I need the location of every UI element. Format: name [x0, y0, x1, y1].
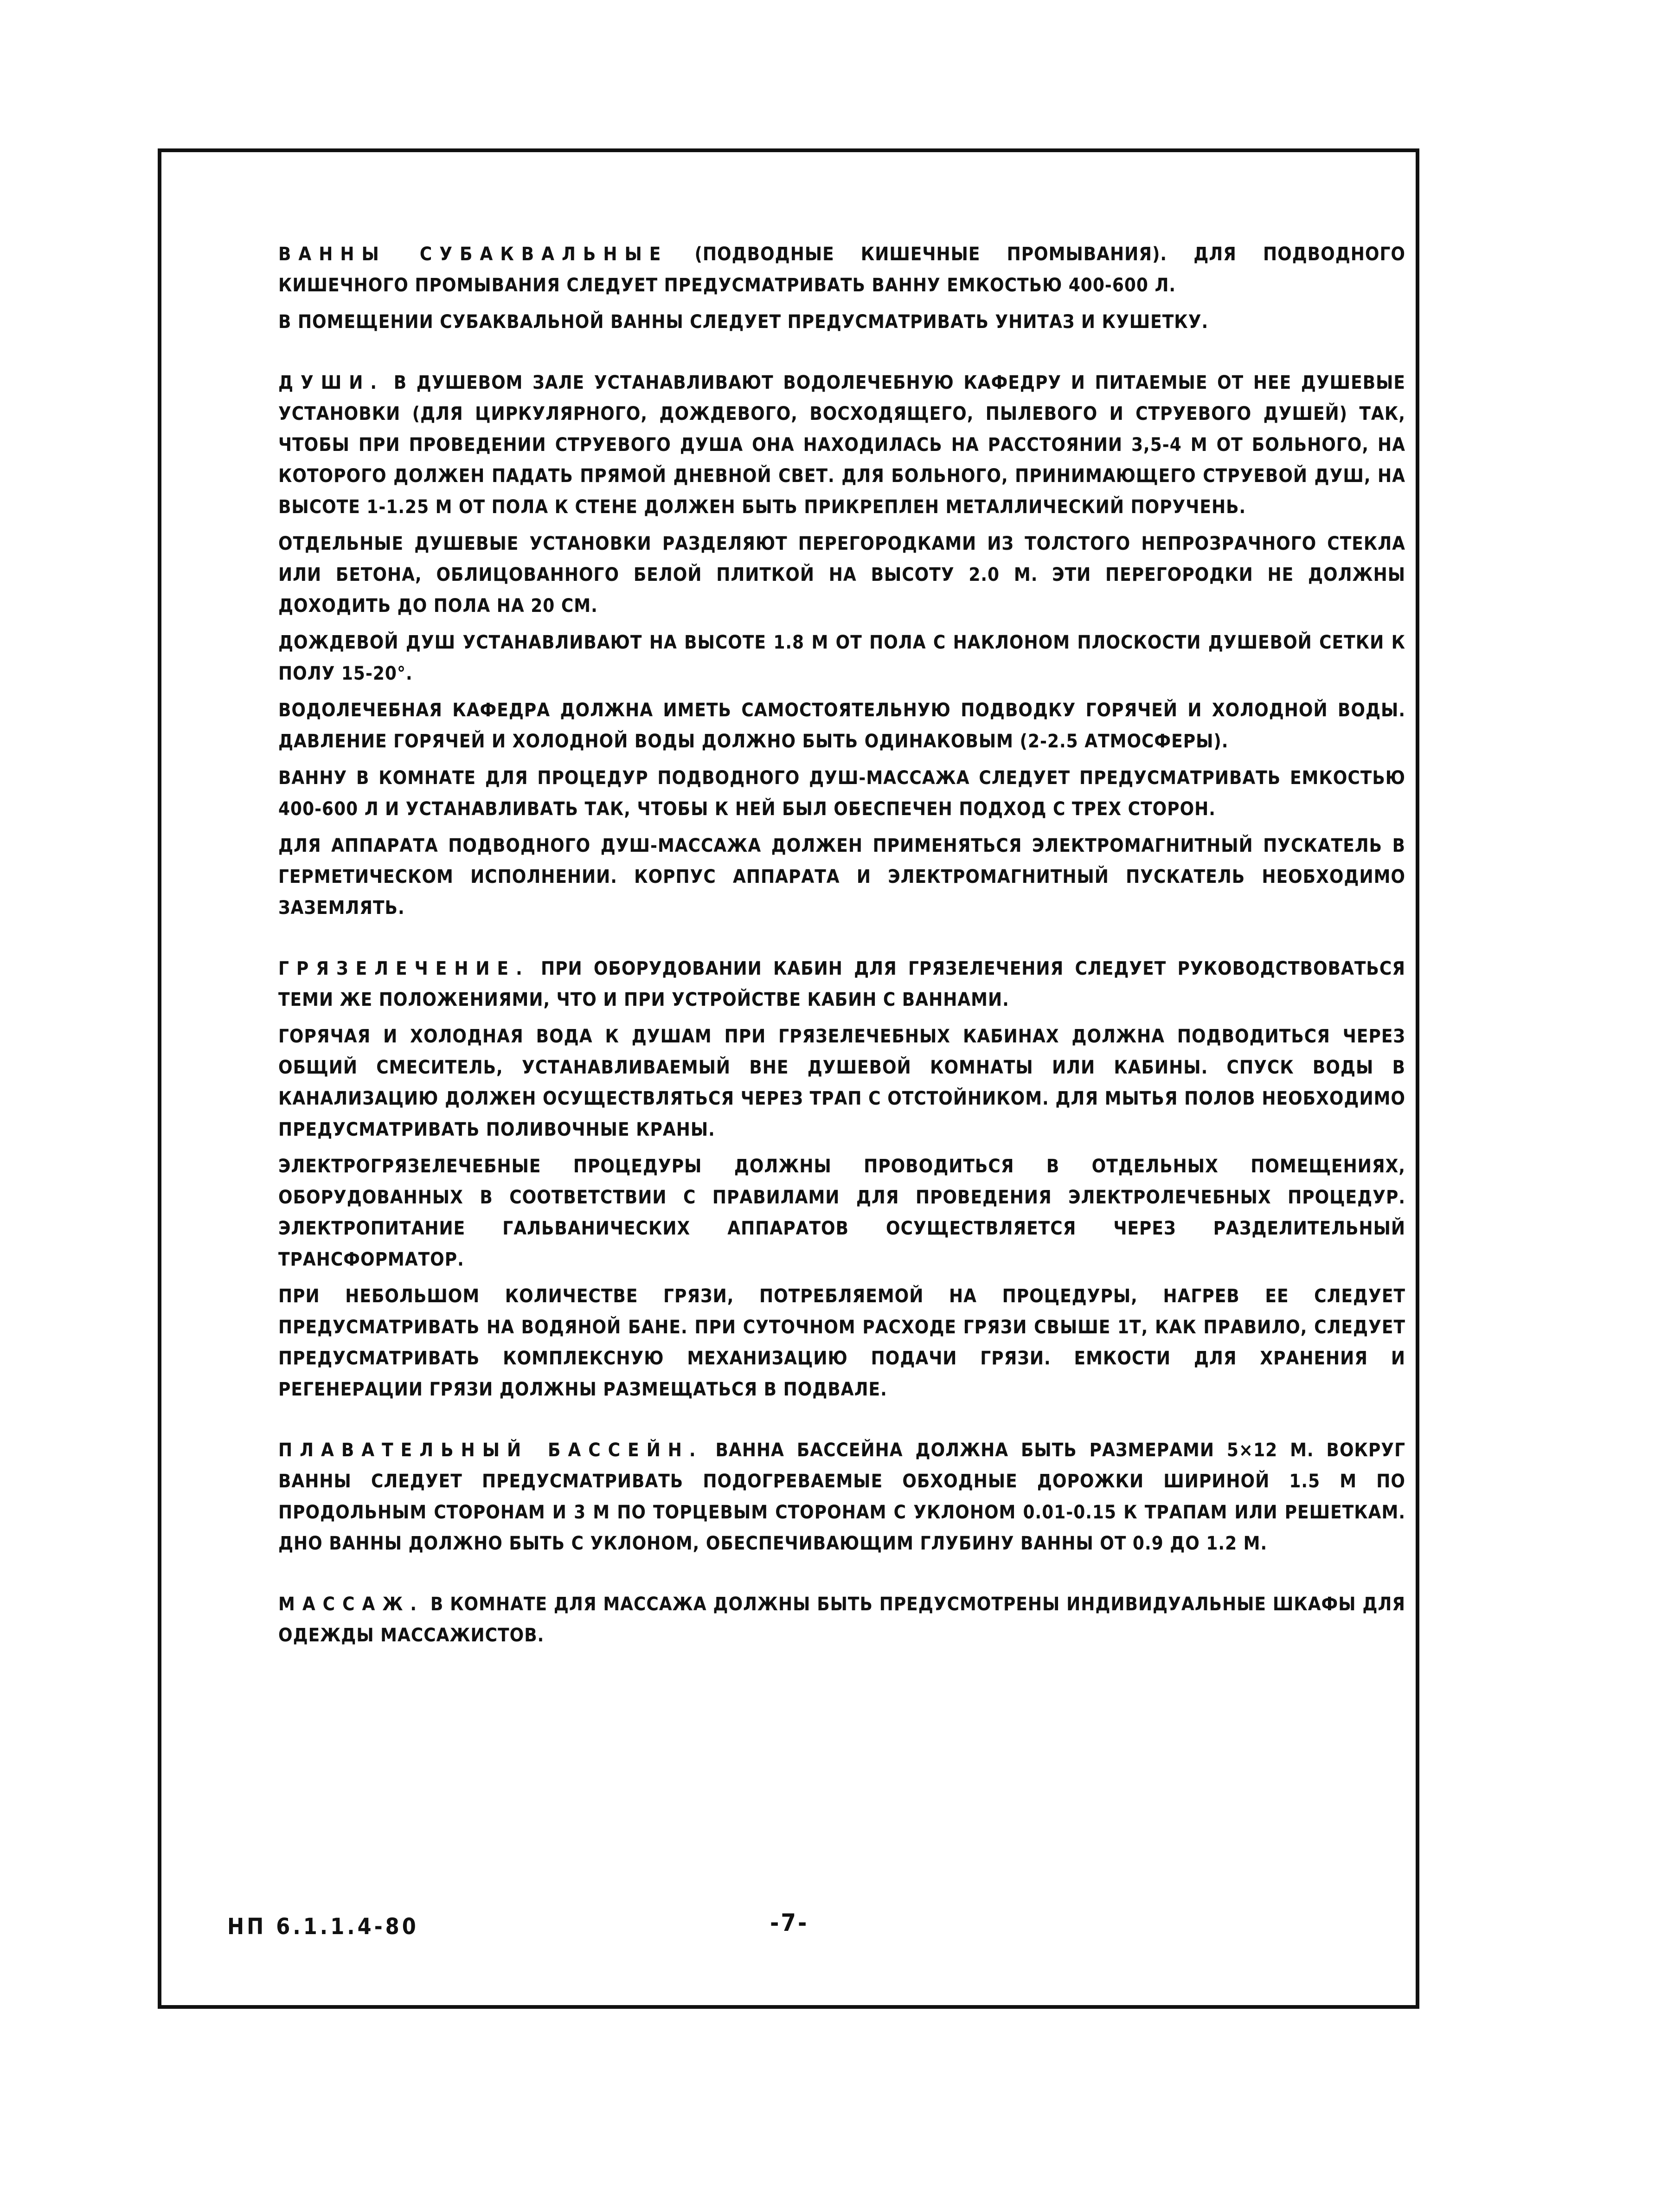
section-heading: МАССАЖ.	[278, 1594, 424, 1615]
paragraph	[278, 367, 1405, 523]
paragraph: ДОЖДЕВОЙ ДУШ УСТАНАВЛИВАЮТ НА ВЫСОТЕ 1.8 М ОТ ПОЛА С НАКЛОНОМ ПЛОСКОСТИ ДУШЕВОЙ СЕТКИ К ПОЛУ 15-20°.	[278, 632, 1405, 684]
paragraph	[278, 1435, 1405, 1559]
paragraph-text: ВАННА БАССЕЙНА ДОЛЖНА БЫТЬ РАЗМЕРАМИ 5×12 М. ВОКРУГ ВАННЫ СЛЕДУЕТ ПРЕДУСМАТРИВАТЬ ПОДОГРЕВАЕМЫЕ ОБХОДНЫЕ ДОРОЖКИ ШИРИНОЙ 1.5 М ПО ПРОДОЛЬНЫМ СТОРОНАМ И 3 М ПО ТОРЦЕВЫМ СТОРОНАМ С УКЛОНОМ 0.01-0.15 К ТРАПАМ ИЛИ РЕШЕТКАМ. ДНО ВАННЫ ДОЛЖНО БЫТЬ С УКЛОНОМ, ОБЕСПЕЧИВАЮЩИМ ГЛУБИНУ ВАННЫ ОТ 0.9 ДО 1.2 М.	[278, 1440, 1405, 1554]
paragraph: ВОДОЛЕЧЕБНАЯ КАФЕДРА ДОЛЖНА ИМЕТЬ САМОСТОЯТЕЛЬНУЮ ПОДВОДКУ ГОРЯЧЕЙ И ХОЛОДНОЙ ВОДЫ. ДАВЛЕНИЕ ГОРЯЧЕЙ И ХОЛОДНОЙ ВОДЫ ДОЛЖНО БЫТЬ ОДИНАКОВЫМ (2-2.5 АТМОСФЕРЫ).	[278, 700, 1405, 752]
section-showers	[278, 367, 1405, 924]
paragraph: ГОРЯЧАЯ И ХОЛОДНАЯ ВОДА К ДУШАМ ПРИ ГРЯЗЕЛЕЧЕБНЫХ КАБИНАХ ДОЛЖНА ПОДВОДИТЬСЯ ЧЕРЕЗ ОБЩИЙ СМЕСИТЕЛЬ, УСТАНАВЛИВАЕМЫЙ ВНЕ ДУШЕВОЙ КОМНАТЫ ИЛИ КАБИНЫ. СПУСК ВОДЫ В КАНАЛИЗАЦИЮ ДОЛЖЕН ОСУЩЕСТВЛЯТЬСЯ ЧЕРЕЗ ТРАП С ОТСТОЙНИКОМ. ДЛЯ МЫТЬЯ ПОЛОВ НЕОБХОДИМО ПРЕДУСМАТРИВАТЬ ПОЛИВОЧНЫЕ КРАНЫ.	[278, 1026, 1405, 1140]
paragraph	[278, 953, 1405, 1016]
paragraph-text: (ПОДВОДНЫЕ КИШЕЧНЫЕ ПРОМЫВАНИЯ). ДЛЯ ПОДВОДНОГО КИШЕЧНОГО ПРОМЫВАНИЯ СЛЕДУЕТ ПРЕДУСМАТРИВАТЬ ВАННУ ЕМКОСТЬЮ 400-600 Л.	[278, 244, 1405, 296]
paragraph-text: ПРИ ОБОРУДОВАНИИ КАБИН ДЛЯ ГРЯЗЕЛЕЧЕНИЯ СЛЕДУЕТ РУКОВОДСТВОВАТЬСЯ ТЕМИ ЖЕ ПОЛОЖЕНИЯМИ, ЧТО И ПРИ УСТРОЙСТВЕ КАБИН С ВАННАМИ.	[278, 958, 1405, 1010]
page-number: -7-	[770, 1909, 809, 1937]
paragraph: В ПОМЕЩЕНИИ СУБАКВАЛЬНОЙ ВАННЫ СЛЕДУЕТ ПРЕДУСМАТРИВАТЬ УНИТАЗ И КУШЕТКУ.	[278, 311, 1209, 333]
section-swimming-pool	[278, 1435, 1405, 1559]
paragraph: ВАННУ В КОМНАТЕ ДЛЯ ПРОЦЕДУР ПОДВОДНОГО ДУШ-МАССАЖА СЛЕДУЕТ ПРЕДУСМАТРИВАТЬ ЕМКОСТЬЮ 400-600 Л И УСТАНАВЛИВАТЬ ТАК, ЧТОБЫ К НЕЙ БЫЛ ОБЕСПЕЧЕН ПОДХОД С ТРЕХ СТОРОН.	[278, 767, 1405, 820]
section-heading: ПЛАВАТЕЛЬНЫЙ БАССЕЙН.	[278, 1440, 703, 1461]
paragraph: ЭЛЕКТРОГРЯЗЕЛЕЧЕБНЫЕ ПРОЦЕДУРЫ ДОЛЖНЫ ПРОВОДИТЬСЯ В ОТДЕЛЬНЫХ ПОМЕЩЕНИЯХ, ОБОРУДОВАННЫХ В СООТВЕТСТВИИ С ПРАВИЛАМИ ДЛЯ ПРОВЕДЕНИЯ ЭЛЕКТРОЛЕЧЕБНЫХ ПРОЦЕДУР. ЭЛЕКТРОПИТАНИЕ ГАЛЬВАНИЧЕСКИХ АППАРАТОВ ОСУЩЕСТВЛЯЕТСЯ ЧЕРЕЗ РАЗДЕЛИТЕЛЬНЫЙ ТРАНСФОРМАТОР.	[278, 1156, 1405, 1270]
paragraph: ДЛЯ АППАРАТА ПОДВОДНОГО ДУШ-МАССАЖА ДОЛЖЕН ПРИМЕНЯТЬСЯ ЭЛЕКТРОМАГНИТНЫЙ ПУСКАТЕЛЬ В ГЕРМЕТИЧЕСКОМ ИСПОЛНЕНИИ. КОРПУС АППАРАТА И ЭЛЕКТРОМАГНИТНЫЙ ПУСКАТЕЛЬ НЕОБХОДИМО ЗАЗЕМЛЯТЬ.	[278, 835, 1405, 919]
section-heading: ГРЯЗЕЛЕЧЕНИЕ.	[278, 958, 530, 979]
paragraph-text: В КОМНАТЕ ДЛЯ МАССАЖА ДОЛЖНЫ БЫТЬ ПРЕДУСМОТРЕНЫ ИНДИВИДУАЛЬНЫЕ ШКАФЫ ДЛЯ ОДЕЖДЫ МАССАЖИСТОВ.	[278, 1594, 1405, 1646]
paragraph	[278, 1589, 1405, 1651]
section-heading: ВАННЫ СУБАКВАЛЬНЫЕ	[278, 244, 668, 265]
document-code: НП 6.1.1.4-80	[227, 1914, 419, 1940]
section-massage	[278, 1589, 1405, 1651]
paragraph	[278, 239, 1405, 301]
section-mud-therapy	[278, 953, 1405, 1405]
paragraph-text: В ДУШЕВОМ ЗАЛЕ УСТАНАВЛИВАЮТ ВОДОЛЕЧЕБНУЮ КАФЕДРУ И ПИТАЕМЫЕ ОТ НЕЕ ДУШЕВЫЕ УСТАНОВКИ (ДЛЯ ЦИРКУЛЯРНОГО, ДОЖДЕВОГО, ВОСХОДЯЩЕГО, ПЫЛЕВОГО И СТРУЕВОГО ДУШЕЙ) ТАК, ЧТОБЫ ПРИ ПРОВЕДЕНИИ СТРУЕВОГО ДУША ОНА НАХОДИЛАСЬ НА РАССТОЯНИИ 3,5-4 М ОТ БОЛЬНОГО, НА КОТОРОГО ДОЛЖЕН ПАДАТЬ ПРЯМОЙ ДНЕВНОЙ СВЕТ. ДЛЯ БОЛЬНОГО, ПРИНИМАЮЩЕГО СТРУЕВОЙ ДУШ, НА ВЫСОТЕ 1-1.25 М ОТ ПОЛА К СТЕНЕ ДОЛЖЕН БЫТЬ ПРИКРЕПЛЕН МЕТАЛЛИЧЕСКИЙ ПОРУЧЕНЬ.	[278, 372, 1405, 518]
paragraph: ОТДЕЛЬНЫЕ ДУШЕВЫЕ УСТАНОВКИ РАЗДЕЛЯЮТ ПЕРЕГОРОДКАМИ ИЗ ТОЛСТОГО НЕПРОЗРАЧНОГО СТЕКЛА ИЛИ БЕТОНА, ОБЛИЦОВАННОГО БЕЛОЙ ПЛИТКОЙ НА ВЫСОТУ 2.0 М. ЭТИ ПЕРЕГОРОДКИ НЕ ДОЛЖНЫ ДОХОДИТЬ ДО ПОЛА НА 20 СМ.	[278, 533, 1405, 617]
section-subaqual-baths	[278, 239, 1405, 338]
document-body	[278, 239, 1405, 1681]
paragraph: ПРИ НЕБОЛЬШОМ КОЛИЧЕСТВЕ ГРЯЗИ, ПОТРЕБЛЯЕМОЙ НА ПРОЦЕДУРЫ, НАГРЕВ ЕЕ СЛЕДУЕТ ПРЕДУСМАТРИВАТЬ НА ВОДЯНОЙ БАНЕ. ПРИ СУТОЧНОМ РАСХОДЕ ГРЯЗИ СВЫШЕ 1Т, КАК ПРАВИЛО, СЛЕДУЕТ ПРЕДУСМАТРИВАТЬ КОМПЛЕКСНУЮ МЕХАНИЗАЦИЮ ПОДАЧИ ГРЯЗИ. ЕМКОСТИ ДЛЯ ХРАНЕНИЯ И РЕГЕНЕРАЦИИ ГРЯЗИ ДОЛЖНЫ РАЗМЕЩАТЬСЯ В ПОДВАЛЕ.	[278, 1286, 1405, 1400]
section-heading: ДУШИ.	[278, 372, 385, 393]
